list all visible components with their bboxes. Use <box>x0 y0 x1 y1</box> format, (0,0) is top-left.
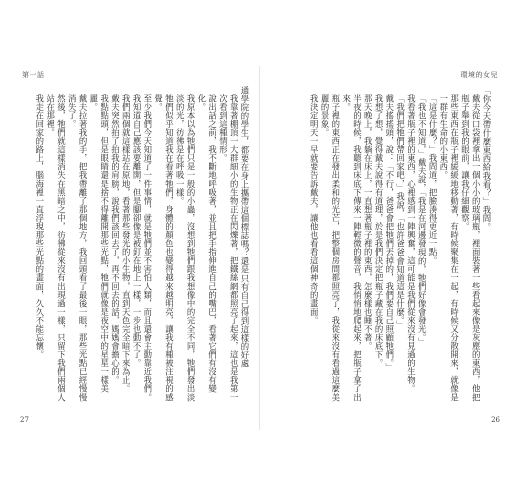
right-running-head: 環境的女兒 <box>460 71 498 79</box>
paragraph: 我們兩個就這樣站在原地，看著那些發光的小生物，直到天色完全暗下來為止。 <box>121 94 132 394</box>
left-page <box>18 68 254 428</box>
right-page-number: 26 <box>491 416 500 424</box>
paragraph: 我決定明天一早就要告訴戴夫，讓他也看看這個神奇的畫面。 <box>309 94 320 325</box>
paragraph: 半夜的時候，我聽到床底下傳來一陣輕微的聲音，我悄悄地爬起來，把瓶子拿了出來。 <box>341 94 363 402</box>
paragraph: 我想了想，覺得戴夫說得有道理，於是我們決定把瓶子藏在我的床底下。 <box>374 94 385 368</box>
paragraph: 戴夫從口袋裡拿出一個小小的玻璃瓶，裡面裝著一些看起來像是灰塵的東西，他把瓶子舉到我的眼前，讓我仔細觀察。 <box>460 94 482 402</box>
paragraph: 戴夫搖搖頭，說：「不行，爸爸會把牠們丟掉的，我們要自己照顧牠們。」 <box>384 94 395 373</box>
paragraph: 我點點頭，但是眼睛還是捨不得離開那些光點，牠們就像是夜空中的星星一樣美麗。 <box>88 94 110 394</box>
paragraph: 我原本以為牠們只是一般的小蟲，沒想到牠們跟我想像中的完全不同，牠們發出淡淡的光，彷彿是在呼吸一樣。 <box>175 94 197 402</box>
right-body-text <box>270 86 492 406</box>
left-body-text <box>28 86 250 406</box>
paragraph: 「我們把牠們帶回家吧，」我說，「也許爸爸會知道這是什麼。」 <box>395 94 406 330</box>
paragraph: 然後，牠們就這樣消失在黑暗之中，彷彿從來沒有出現過一樣，只留下我們兩個人站在那裡。 <box>45 94 67 402</box>
paragraph: 說出話之前，我不斷地呼吸著，並且把手指伸進自己的嘴巴，看著它們有沒有變化。 <box>196 94 218 394</box>
left-page-number: 27 <box>20 416 29 424</box>
left-running-head: 第一話 <box>22 71 45 79</box>
paragraph: 戴夫突然拍了拍我的肩膀，說我們該回去了，再不回去的話，媽媽會擔心的。 <box>110 94 121 385</box>
paragraph: 我知道自己應該要離開，但是腳卻像是被釘在地上一樣，一步也動不了。 <box>132 94 143 368</box>
paragraph: 我看著瓶子裡的東西，心裡感到一陣興奮，這可能是我們從來沒有見過的生物。 <box>406 94 417 394</box>
paragraph: 那些東西在瓶子裡緩緩地移動著，有時候聚集在一起，有時候又分散開來，就像是一群有生命的小東西。 <box>438 94 460 402</box>
paragraph: 那天晚上，我躺在床上，一直想著瓶子裡的東西，怎麼樣也睡不著。 <box>363 94 374 351</box>
paragraph: 通學院的學生，都要在身上攜帶這個標誌嗎？還是只有自己得到這樣的好處 <box>240 86 250 368</box>
paragraph: 我靠著棚頂一大群細小的生物正在閃爍著，把鐵絲網都照亮了起來，這也是我第一次看到這種情形。 <box>218 94 240 402</box>
gutter-divider <box>259 66 260 430</box>
right-page <box>266 68 502 428</box>
paragraph: 「這是什麼？」我問道，把臉湊得更近一點。 <box>428 94 439 266</box>
paragraph: 至少我們今天知道了一件事情，就是牠們並不害怕人類，而且還會主動靠近我們。 <box>142 94 153 402</box>
paragraph: 瓶子裡的東西正在發出柔和的光芒，把整個房間都照亮了，我從來沒有看過這麼美麗的景象。 <box>320 94 341 402</box>
paragraph: 「我也不知道，」戴夫說，「我是在河邊發現的，牠們好像會發光。」 <box>417 94 428 347</box>
paragraph: 牠們似乎知道我在看著牠們，身體的顏色也變得越來越明亮，讓我有種被注視的感覺。 <box>153 94 175 402</box>
paragraph: 戴夫拉著我的手，把我帶離了那個地方，我回頭看了最後一眼，那些光點已經慢慢消失了。 <box>67 94 89 402</box>
paragraph: 我走在回家的路上，腦海裡一直浮現那些光點的畫面，久久不能忘懷。 <box>34 94 45 360</box>
paragraph: 「你今天帶什麼東西給我看？」我問。 <box>482 86 492 232</box>
